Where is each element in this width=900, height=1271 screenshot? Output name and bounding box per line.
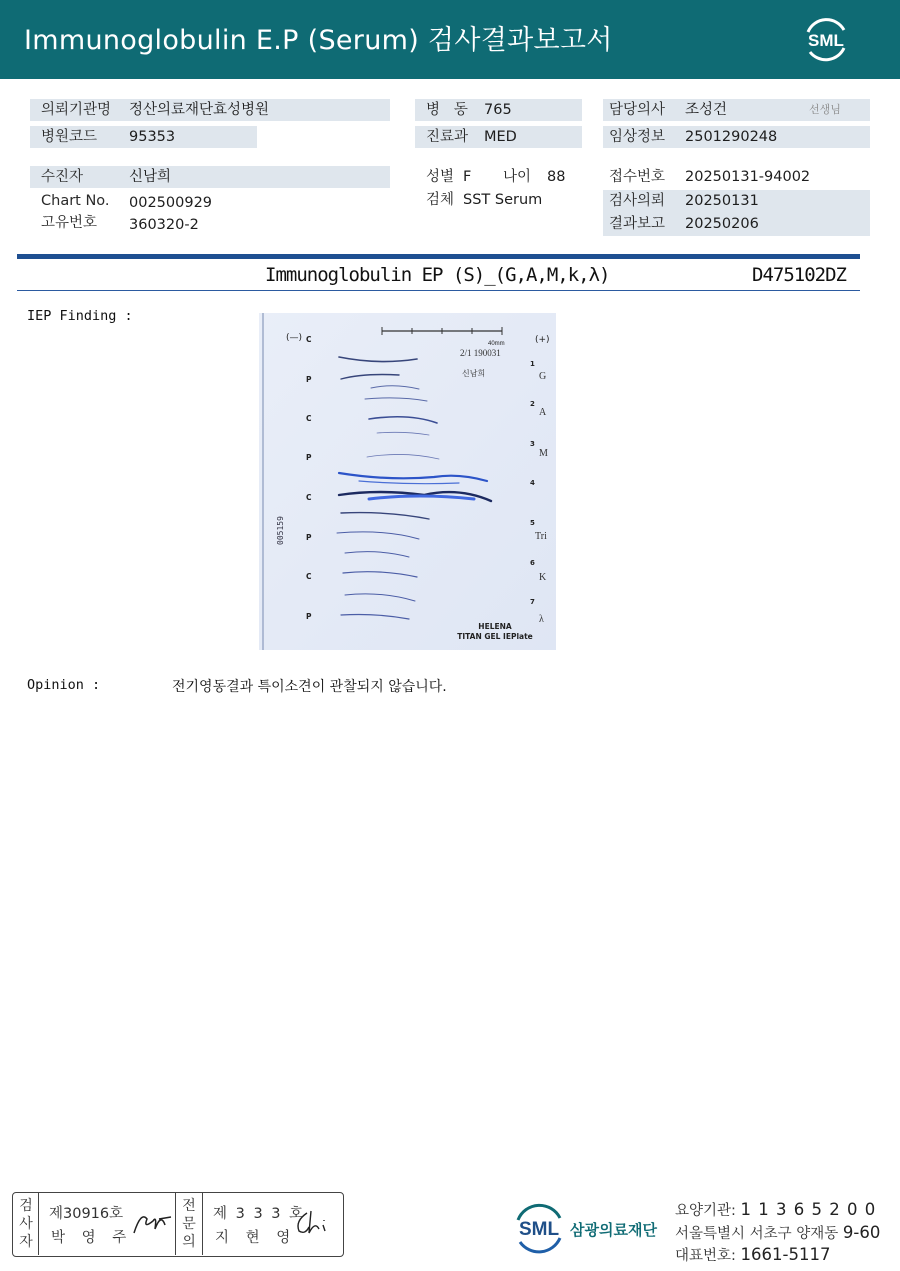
address-text: 서울특별시 서초구 양재동 (675, 1226, 843, 1242)
gel-right-number: 3 (530, 440, 535, 448)
chart-no-row (30, 190, 390, 212)
doctor-suffix: 선생님 (809, 103, 841, 116)
unique-no-row (30, 212, 390, 234)
receipt-no-row (603, 166, 870, 188)
gel-right-number: 4 (530, 479, 535, 487)
gel-left-mark: C (306, 414, 312, 423)
address-line (675, 1222, 880, 1243)
patient-label: 수진자 (41, 169, 84, 185)
receipt-no-label: 접수번호 (609, 169, 666, 185)
org-name: 삼광의료재단 (570, 1221, 657, 1239)
specimen-label: 검체 (426, 192, 455, 208)
department-row (415, 126, 582, 148)
department-value: MED (484, 129, 517, 145)
gel-left-mark: P (306, 375, 312, 384)
report-title: Immunoglobulin E.P (Serum) 검사결과보고서 (24, 25, 613, 56)
gel-right-number: 7 (530, 598, 535, 606)
request-date-value: 20250131 (685, 193, 759, 209)
ward-value: 765 (484, 102, 512, 118)
test-code: D475102DZ (752, 264, 846, 286)
care-institution-value: 1 1 3 6 5 2 0 0 (740, 1200, 877, 1219)
doctor-row (603, 99, 870, 121)
footer-logo-text: SML (518, 1219, 560, 1240)
phone-line (675, 1244, 830, 1265)
sml-logo-icon (800, 14, 852, 66)
unique-no-value: 360320-2 (129, 217, 199, 233)
signature-box (12, 1192, 344, 1257)
age-label: 나이 (503, 169, 532, 185)
care-institution-label: 요양기관: (675, 1203, 741, 1219)
gel-brand-1: HELENA (478, 622, 512, 631)
gel-side-id: 005159 (276, 516, 285, 545)
chart-no-label: Chart No. (41, 193, 110, 209)
gel-right-number: 6 (530, 559, 535, 567)
gel-left-mark: C (306, 335, 312, 344)
specialist-vertical-label (179, 1197, 199, 1251)
specialist-vert-char: 의 (182, 1234, 196, 1250)
chart-no-value: 002500929 (129, 195, 213, 211)
examiner-vert-char: 자 (19, 1234, 33, 1250)
gel-right-label: A (539, 407, 547, 418)
gel-right-label: K (539, 572, 547, 583)
sml-footer-logo-icon (510, 1200, 568, 1256)
specimen-row (415, 189, 582, 211)
phone-value: 1661-5117 (740, 1245, 831, 1264)
gel-scale-text: 40mm (488, 341, 505, 347)
hospital-code-label: 병원코드 (41, 129, 98, 145)
specialist-vert-char: 문 (182, 1216, 196, 1232)
gel-left-mark: C (306, 493, 312, 502)
signature-divider (175, 1193, 176, 1255)
section-divider-thick (17, 254, 860, 259)
gel-right-label: λ (539, 614, 544, 625)
specimen-value: SST Serum (463, 192, 543, 208)
care-institution-line (675, 1199, 876, 1220)
report-header (0, 0, 900, 79)
ward-label: 병 동 (426, 102, 468, 118)
examiner-signature-icon (131, 1207, 175, 1237)
patient-row (30, 166, 390, 188)
sex-age-row (415, 166, 582, 188)
clinical-info-row (603, 126, 870, 148)
receipt-no-value: 20250131-94002 (685, 169, 811, 185)
gel-name-text: 신남희 (462, 369, 486, 378)
iep-finding-label: IEP Finding : (27, 308, 133, 324)
opinion-text: 전기영동결과 특이소견이 관찰되지 않습니다. (172, 679, 447, 695)
specialist-vert-char: 전 (182, 1198, 196, 1214)
signature-divider (38, 1193, 39, 1255)
electrophoresis-gel-image (259, 313, 556, 650)
examiner-license: 제30916호 (49, 1206, 124, 1222)
gel-left-mark: C (306, 572, 312, 581)
address-number: 9-60 (842, 1223, 881, 1242)
section-divider-thin (17, 290, 860, 291)
examiner-name: 박 영 주 (51, 1230, 133, 1246)
clinical-info-value: 2501290248 (685, 129, 778, 145)
examiner-vertical-label (16, 1197, 36, 1251)
logo-text: SML (808, 31, 844, 50)
gel-left-mark: P (306, 612, 312, 621)
examiner-vert-char: 검 (19, 1198, 33, 1214)
phone-label: 대표번호: (675, 1248, 741, 1264)
signature-divider (202, 1193, 203, 1255)
opinion-label: Opinion : (27, 677, 101, 693)
dates-block (603, 190, 870, 236)
report-date-value: 20250206 (685, 216, 759, 232)
gel-right-label: G (539, 371, 547, 382)
gel-minus-text: (—) (286, 333, 303, 343)
referring-institution-label: 의뢰기관명 (41, 102, 112, 118)
gel-right-number: 1 (530, 360, 535, 368)
referring-institution-row (30, 99, 390, 121)
ward-row (415, 99, 582, 121)
gel-brand-2: TITAN GEL IEPlate (457, 632, 533, 641)
referring-institution-value: 정산의료재단효성병원 (129, 102, 270, 118)
specialist-license: 제 3 3 3 호 (213, 1206, 306, 1222)
unique-no-label: 고유번호 (41, 215, 98, 231)
specialist-signature-icon (293, 1207, 337, 1237)
patient-value: 신남희 (129, 169, 172, 185)
doctor-value: 조성건 (685, 102, 728, 118)
gel-right-number: 2 (530, 400, 535, 408)
gel-date-text: 2/1 190031 (460, 348, 501, 358)
gel-right-label: M (539, 448, 548, 459)
hospital-code-row (30, 126, 257, 148)
doctor-label: 담당의사 (609, 102, 666, 118)
specialist-name: 지 현 영 (215, 1230, 297, 1246)
examiner-vert-char: 사 (19, 1216, 33, 1232)
clinical-info-label: 임상정보 (609, 129, 666, 145)
hospital-code-value: 95353 (129, 129, 176, 145)
gel-left-mark: P (306, 453, 312, 462)
test-name: Immunoglobulin EP (S)_(G,A,M,k,λ) (265, 264, 610, 286)
sex-value: F (463, 169, 472, 185)
sex-label: 성별 (426, 169, 455, 185)
gel-plus-text: (+) (535, 335, 550, 345)
department-label: 진료과 (426, 129, 469, 145)
gel-right-label: Tri (535, 531, 547, 542)
report-date-label: 결과보고 (609, 216, 666, 232)
gel-right-number: 5 (530, 519, 535, 527)
gel-drawing (259, 313, 556, 650)
age-value: 88 (547, 169, 566, 185)
gel-left-mark: P (306, 533, 312, 542)
request-date-label: 검사의뢰 (609, 193, 666, 209)
